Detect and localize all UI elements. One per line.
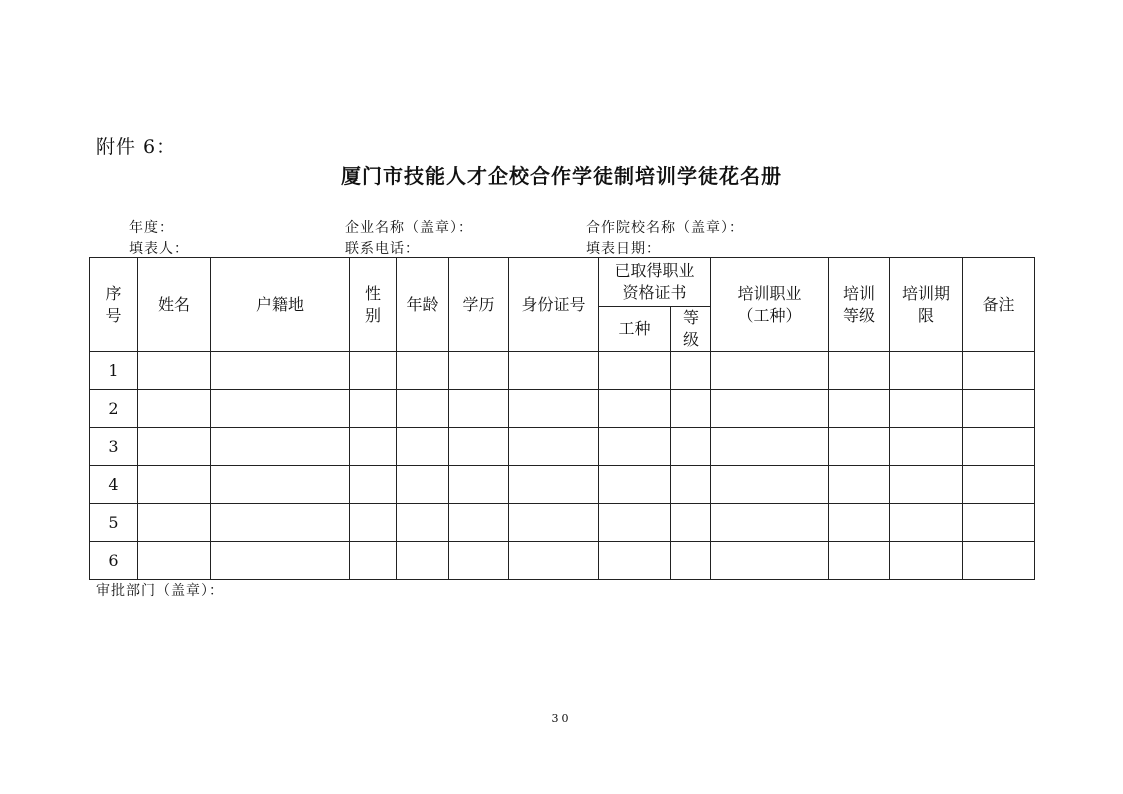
page-number: 30	[551, 712, 572, 725]
table-row	[90, 428, 1035, 466]
document-title: 厦门市技能人才企校合作学徒制培训学徒花名册	[341, 164, 782, 188]
col-training-job: 培训职业（工种）	[711, 258, 829, 352]
col-hukou: 户籍地	[211, 258, 350, 352]
col-training-period: 培训期限	[890, 258, 963, 352]
row-number: 4	[90, 466, 138, 504]
year-label: 年度：	[129, 220, 174, 236]
col-education: 学历	[449, 258, 509, 352]
approval-label: 审批部门（盖章）：	[96, 583, 224, 599]
row-number: 5	[90, 504, 138, 542]
table-row	[90, 466, 1035, 504]
col-id-number: 身份证号	[509, 258, 599, 352]
col-age: 年龄	[397, 258, 449, 352]
attachment-label: 附件 6：	[96, 136, 177, 158]
col-gender: 性别	[350, 258, 397, 352]
date-label: 填表日期：	[586, 241, 661, 257]
row-number: 6	[90, 542, 138, 580]
apprentice-roster-table	[89, 257, 1035, 580]
col-certificate: 已取得职业资格证书	[599, 258, 711, 307]
col-remark: 备注	[963, 258, 1035, 352]
school-label: 合作院校名称（盖章）：	[586, 220, 744, 236]
col-cert-type: 工种	[599, 307, 671, 352]
col-cert-level: 等级	[671, 307, 711, 352]
col-name: 姓名	[138, 258, 211, 352]
table-row	[90, 390, 1035, 428]
table-row	[90, 504, 1035, 542]
company-label: 企业名称（盖章）：	[345, 220, 473, 236]
table-row	[90, 352, 1035, 390]
filler-label: 填表人：	[129, 241, 189, 257]
row-number: 3	[90, 428, 138, 466]
row-number: 1	[90, 352, 138, 390]
col-seq: 序号	[90, 258, 138, 352]
table-row	[90, 542, 1035, 580]
phone-label: 联系电话：	[345, 241, 420, 257]
row-number: 2	[90, 390, 138, 428]
col-training-level: 培训等级	[829, 258, 890, 352]
